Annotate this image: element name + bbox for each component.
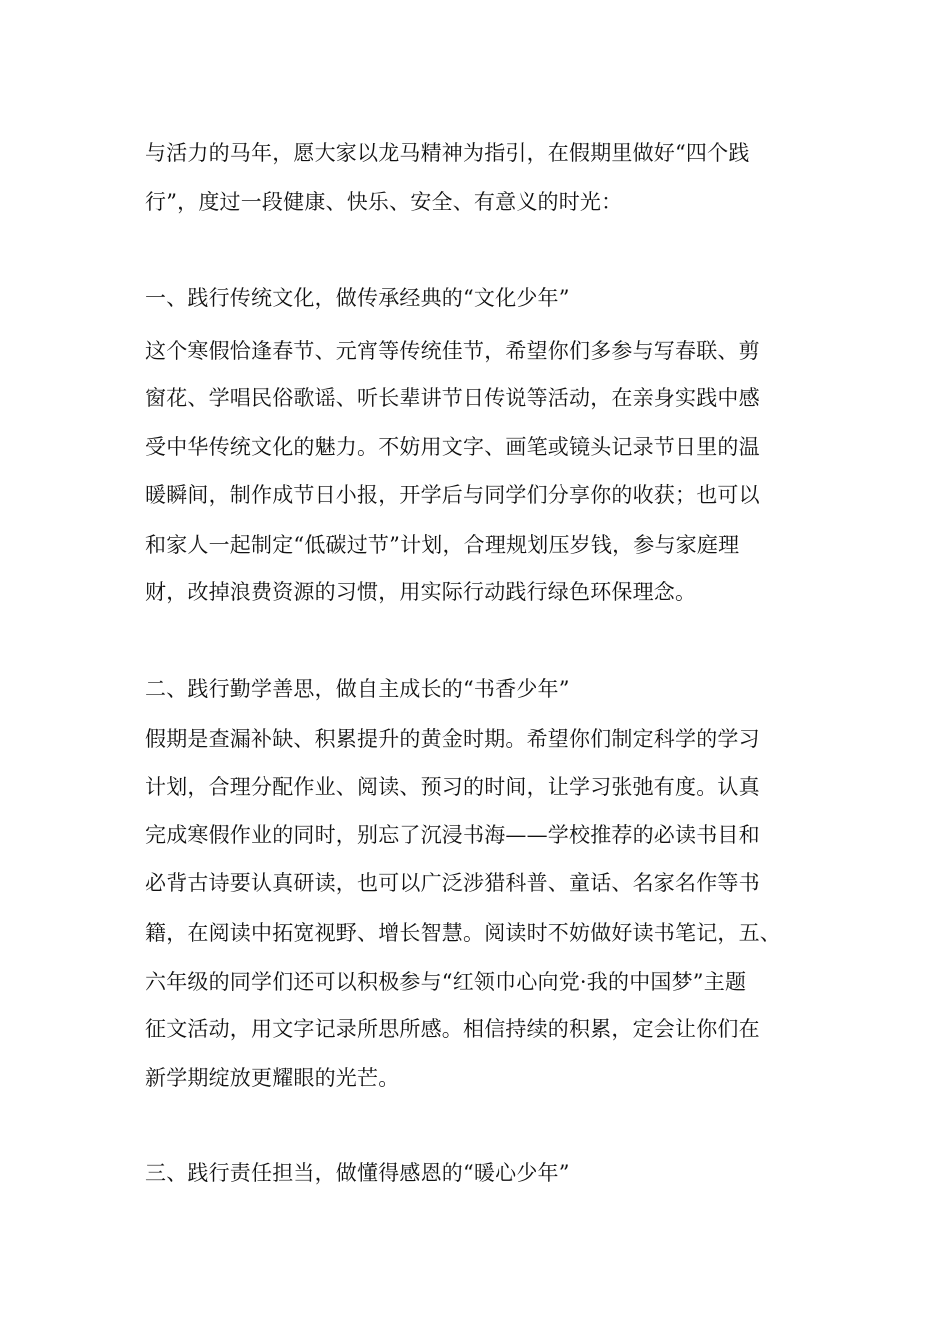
- section-1-line-2: 窗花、学唱民俗歌谣、听长辈讲节日传说等活动，在亲身实践中感: [145, 386, 760, 410]
- section-1-heading: 一、践行传统文化，做传承经典的“文化少年”: [145, 286, 570, 310]
- section-3-heading: 三、践行责任担当，做懂得感恩的“暖心少年”: [145, 1161, 570, 1185]
- section-2-line-6: 六年级的同学们还可以积极参与“红领巾心向党·我的中国梦”主题: [145, 970, 747, 994]
- section-2-line-3: 完成寒假作业的同时，别忘了沉浸书海——学校推荐的必读书目和: [145, 823, 760, 847]
- section-2-heading: 二、践行勤学善思，做自主成长的“书香少年”: [145, 677, 570, 701]
- section-1-line-3: 受中华传统文化的魅力。不妨用文字、画笔或镜头记录节日里的温: [145, 435, 760, 459]
- section-2-line-1: 假期是查漏补缺、积累提升的黄金时期。希望你们制定科学的学习: [145, 727, 760, 751]
- section-2-line-5: 籍，在阅读中拓宽视野、增长智慧。阅读时不妨做好读书笔记，五、: [145, 921, 781, 945]
- section-2-line-4: 必背古诗要认真研读，也可以广泛涉猎科普、童话、名家名作等书: [145, 871, 760, 895]
- section-1-line-6: 财，改掉浪费资源的习惯，用实际行动践行绿色环保理念。: [145, 580, 697, 604]
- section-2-line-7: 征文活动，用文字记录所思所感。相信持续的积累，定会让你们在: [145, 1017, 760, 1041]
- section-2-line-8: 新学期绽放更耀眼的光芒。: [145, 1066, 400, 1090]
- section-2-line-2: 计划，合理分配作业、阅读、预习的时间，让学习张弛有度。认真: [145, 775, 760, 799]
- section-1-line-4: 暖瞬间，制作成节日小报，开学后与同学们分享你的收获；也可以: [145, 483, 760, 507]
- section-1-line-1: 这个寒假恰逢春节、元宵等传统佳节，希望你们多参与写春联、剪: [145, 339, 760, 363]
- intro-line-1: 与活力的马年，愿大家以龙马精神为指引，在假期里做好“四个践: [145, 141, 750, 165]
- intro-line-2: 行”，度过一段健康、快乐、安全、有意义的时光：: [145, 190, 623, 214]
- section-1-line-5: 和家人一起制定“低碳过节”计划，合理规划压岁钱，参与家庭理: [145, 533, 740, 557]
